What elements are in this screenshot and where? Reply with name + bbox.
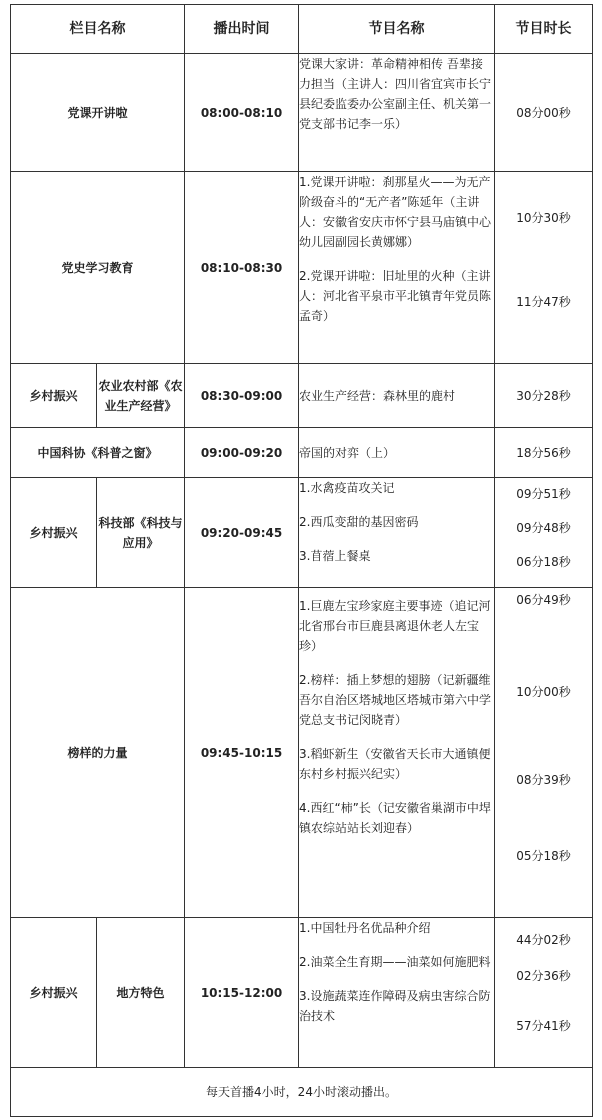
header-air-time: 播出时间 [185, 5, 299, 54]
column-name: 乡村振兴 [11, 364, 97, 428]
program-cell [299, 588, 495, 918]
program-item: 3.苜蓿上餐桌 [299, 549, 371, 563]
column-name: 中国科协《科普之窗》 [11, 428, 185, 478]
duration: 05分18秒 [516, 849, 571, 863]
program-item: 1.水禽疫苗攻关记 [299, 481, 395, 495]
program-item: 1.党课开讲啦：刹那星火——为无产阶级奋斗的“无产者”陈延年（主讲人：安徽省安庆市怀宁县马庙镇中心幼儿园副园长黄娜娜） [299, 175, 492, 249]
program-item: 2.榜样：插上梦想的翅膀（记新疆维吾尔自治区塔城地区塔城市第六中学党总支书记闵晓青） [299, 673, 492, 727]
duration: 02分36秒 [516, 969, 571, 983]
sub-column: 地方特色 [97, 918, 185, 1068]
sub-column: 农业农村部《农业生产经营》 [97, 364, 185, 428]
program-item: 1.巨鹿左宝珍家庭主要事迹（追记河北省邢台市巨鹿县离退休老人左宝珍） [299, 599, 491, 653]
header-column-name: 栏目名称 [11, 5, 185, 54]
program-item: 党课大家讲：革命精神相传 吾辈接力担当（主讲人：四川省宜宾市长宁县纪委监委办公室副主任、机关第一党支部书记李一乐） [299, 57, 492, 131]
program-cell [299, 54, 495, 172]
program-cell [299, 428, 495, 478]
column-name: 乡村振兴 [11, 918, 97, 1068]
schedule-table [10, 4, 593, 1117]
program-item: 4.西红“柿”长（记安徽省巢湖市中垾镇农综站站长刘迎春） [299, 801, 491, 835]
program-item: 3.设施蔬菜连作障碍及病虫害综合防治技术 [299, 989, 491, 1023]
program-item: 2.西瓜变甜的基因密码 [299, 515, 419, 529]
duration: 10分30秒 [516, 211, 571, 225]
table-row [11, 588, 593, 918]
header-program-name: 节目名称 [299, 5, 495, 54]
air-time: 08:10-08:30 [185, 172, 299, 364]
air-time: 09:20-09:45 [185, 478, 299, 588]
footer-row [11, 1068, 593, 1117]
column-name: 乡村振兴 [11, 478, 97, 588]
program-item: 2.党课开讲啦：旧址里的火种（主讲人：河北省平泉市平北镇青年党员陈孟奇） [299, 269, 492, 323]
duration: 06分49秒 [516, 593, 571, 607]
table-row [11, 54, 593, 172]
duration-cell [495, 918, 593, 1068]
air-time: 08:30-09:00 [185, 364, 299, 428]
program-cell [299, 478, 495, 588]
program-item: 农业生产经营：森林里的鹿村 [299, 388, 456, 403]
program-item: 2.油菜全生育期——油菜如何施肥料 [299, 955, 491, 969]
duration-cell [495, 172, 593, 364]
duration: 11分47秒 [516, 295, 571, 309]
column-name: 党史学习教育 [11, 172, 185, 364]
air-time: 09:45-10:15 [185, 588, 299, 918]
program-cell [299, 172, 495, 364]
air-time: 10:15-12:00 [185, 918, 299, 1068]
table-row [11, 428, 593, 478]
duration: 09分48秒 [516, 521, 571, 535]
duration: 06分18秒 [516, 555, 571, 569]
sub-column: 科技部《科技与应用》 [97, 478, 185, 588]
duration: 44分02秒 [516, 933, 571, 947]
header-duration: 节目时长 [495, 5, 593, 54]
duration: 08分39秒 [516, 773, 571, 787]
table-row [11, 172, 593, 364]
duration: 18分56秒 [495, 428, 593, 478]
column-name: 榜样的力量 [11, 588, 185, 918]
program-item: 1.中国牡丹名优品种介绍 [299, 921, 431, 935]
duration: 10分00秒 [516, 685, 571, 699]
table-row [11, 364, 593, 428]
program-cell [299, 364, 495, 428]
duration: 09分51秒 [516, 487, 571, 501]
air-time: 08:00-08:10 [185, 54, 299, 172]
program-item: 帝国的对弈（上） [299, 445, 396, 460]
duration: 57分41秒 [516, 1019, 571, 1033]
duration-cell [495, 588, 593, 918]
column-name: 党课开讲啦 [11, 54, 185, 172]
duration: 08分00秒 [495, 54, 593, 172]
duration: 30分28秒 [495, 364, 593, 428]
table-row [11, 918, 593, 1068]
air-time: 09:00-09:20 [185, 428, 299, 478]
table-row [11, 478, 593, 588]
header-row [11, 5, 593, 54]
footer-note: 每天首播4小时，24小时滚动播出。 [11, 1068, 593, 1117]
program-cell [299, 918, 495, 1068]
program-item: 3.稻虾新生（安徽省天长市大通镇便东村乡村振兴纪实） [299, 747, 491, 781]
duration-cell [495, 478, 593, 588]
